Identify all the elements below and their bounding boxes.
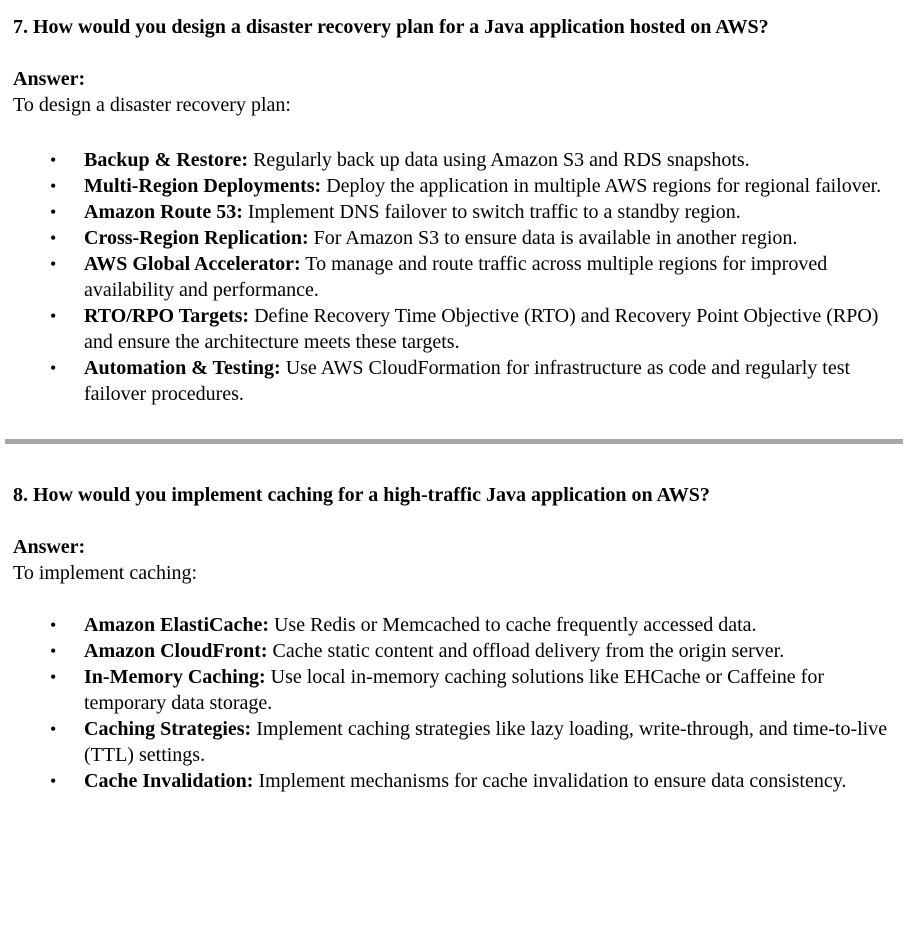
bullet-term: Cache Invalidation: <box>84 770 254 792</box>
bullet-icon: • <box>50 719 57 739</box>
bullet-term: Caching Strategies: <box>84 718 252 740</box>
bullet-desc: Use Redis or Memcached to cache frequently accessed data. <box>273 614 757 636</box>
bullet-item <box>84 199 891 225</box>
bullet-icon: • <box>50 306 57 326</box>
list-item <box>50 199 891 225</box>
bullet-desc: Cache static content and offload delivery from the origin server. <box>272 640 785 662</box>
bullet-item <box>84 225 891 251</box>
bullet-icon: • <box>50 358 57 378</box>
list-item <box>50 716 891 768</box>
bullet-desc: Deploy the application in multiple AWS regions for regional failover. <box>326 175 882 197</box>
section-divider <box>5 439 903 444</box>
answer-intro-7: To design a disaster recovery plan: <box>13 94 291 116</box>
list-item <box>50 768 891 794</box>
list-item <box>50 225 891 251</box>
bullet-term: Amazon CloudFront: <box>84 640 268 662</box>
bullet-icon: • <box>50 771 57 791</box>
bullet-list-8 <box>13 612 891 794</box>
bullet-item <box>84 664 891 716</box>
list-item <box>50 664 891 716</box>
bullet-item <box>84 173 891 199</box>
bullet-term: Multi-Region Deployments: <box>84 175 322 197</box>
bullet-term: Amazon Route 53: <box>84 201 243 223</box>
list-item <box>50 147 891 173</box>
bullet-item <box>84 612 891 638</box>
bullet-desc: For Amazon S3 to ensure data is available in another region. <box>313 227 798 249</box>
bullet-term: RTO/RPO Targets: <box>84 305 250 327</box>
bullet-desc: Use AWS CloudFormation for infrastructure as code and regularly test failover procedures. <box>84 357 851 405</box>
bullet-desc: Implement mechanisms for cache invalidation to ensure data consistency. <box>258 770 847 792</box>
bullet-desc: Define Recovery Time Objective (RTO) and Recovery Point Objective (RPO) and ensure the architecture meets these targets. <box>84 305 879 353</box>
question-7-heading: 7. How would you design a disaster recovery plan for a Java application hosted on AWS? <box>13 16 769 38</box>
answer-label-8: Answer: <box>13 536 86 558</box>
bullet-term: Cross-Region Replication: <box>84 227 309 249</box>
bullet-term: In-Memory Caching: <box>84 666 266 688</box>
bullet-item <box>84 303 891 355</box>
bullet-icon: • <box>50 202 57 222</box>
bullet-icon: • <box>50 228 57 248</box>
bullet-item <box>84 355 891 407</box>
list-item <box>50 638 891 664</box>
bullet-item <box>84 147 891 173</box>
qa-section-7 <box>13 12 891 407</box>
answer-label-7: Answer: <box>13 68 86 90</box>
bullet-term: AWS Global Accelerator: <box>84 253 301 275</box>
bullet-icon: • <box>50 150 57 170</box>
list-item <box>50 303 891 355</box>
bullet-item <box>84 768 891 794</box>
answer-intro-8: To implement caching: <box>13 562 198 584</box>
list-item <box>50 355 891 407</box>
question-8-heading: 8. How would you implement caching for a high-traffic Java application on AWS? <box>13 484 710 506</box>
bullet-desc: Implement DNS failover to switch traffic to a standby region. <box>247 201 741 223</box>
bullet-icon: • <box>50 254 57 274</box>
list-item <box>50 612 891 638</box>
bullet-term: Amazon ElastiCache: <box>84 614 269 636</box>
bullet-desc: Use local in-memory caching solutions like EHCache or Caffeine for temporary data storage. <box>84 666 824 714</box>
bullet-desc: To manage and route traffic across multiple regions for improved availability and performance. <box>84 253 828 301</box>
bullet-desc: Implement caching strategies like lazy loading, write-through, and time-to-live (TTL) settings. <box>84 718 888 766</box>
bullet-icon: • <box>50 176 57 196</box>
bullet-icon: • <box>50 641 57 661</box>
bullet-term: Backup & Restore: <box>84 149 249 171</box>
list-item <box>50 251 891 303</box>
bullet-item <box>84 638 891 664</box>
bullet-icon: • <box>50 615 57 635</box>
qa-section-8 <box>13 480 891 794</box>
bullet-term: Automation & Testing: <box>84 357 281 379</box>
bullet-item <box>84 716 891 768</box>
bullet-item <box>84 251 891 303</box>
bullet-list-7 <box>13 147 891 407</box>
bullet-desc: Regularly back up data using Amazon S3 and RDS snapshots. <box>253 149 750 171</box>
list-item <box>50 173 891 199</box>
bullet-icon: • <box>50 667 57 687</box>
